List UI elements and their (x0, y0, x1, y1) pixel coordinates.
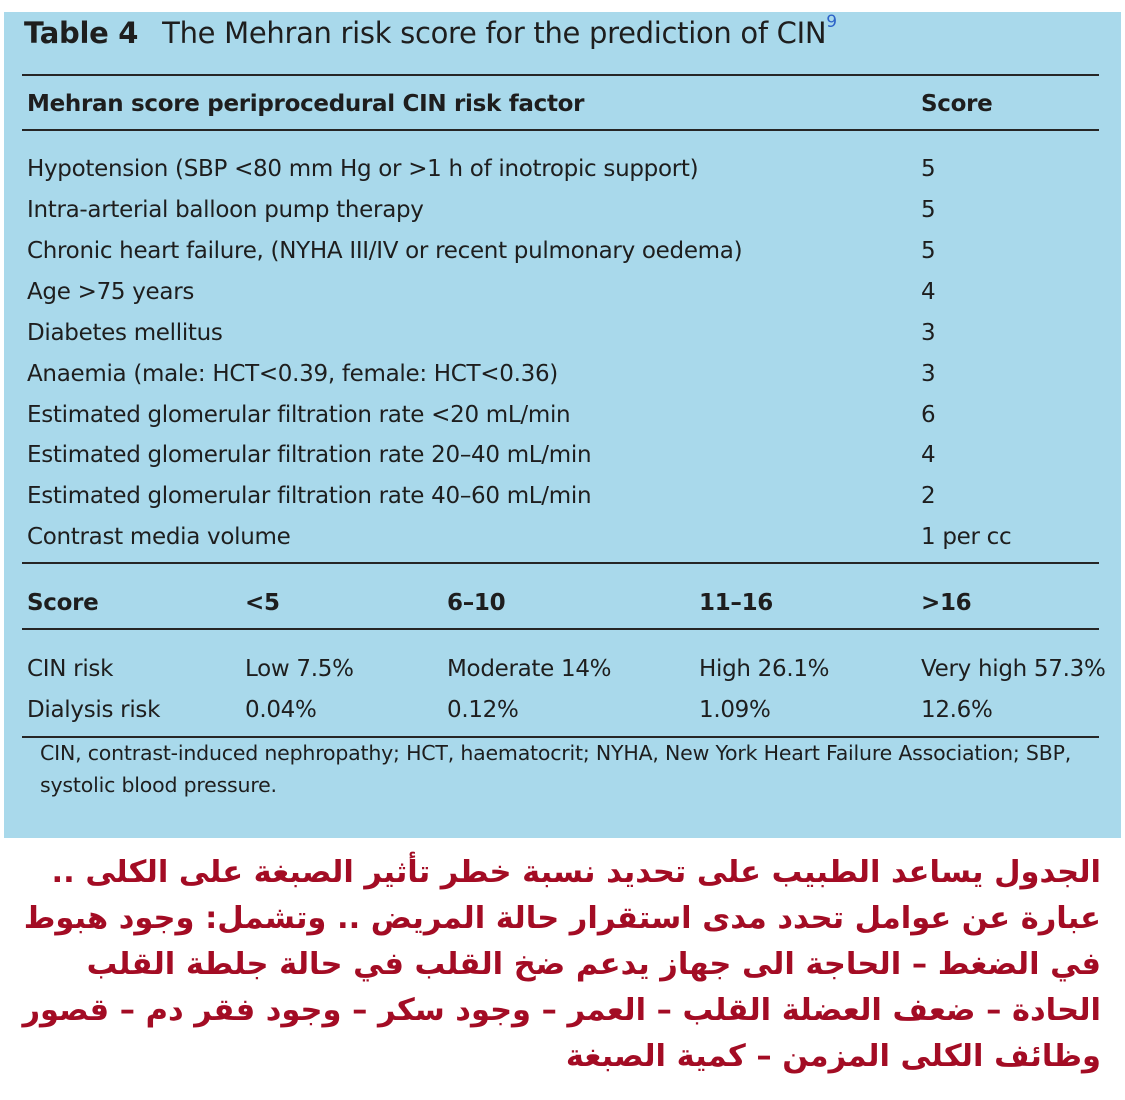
risk-label-cell: Dialysis risk (27, 697, 161, 723)
section-rule (22, 562, 1099, 564)
table-title-text: The Mehran risk score for the prediction of CIN (162, 16, 827, 50)
risk-value-cell: 12.6% (921, 697, 993, 723)
score-cell: 1 per cc (921, 524, 1012, 550)
factor-cell: Estimated glomerular filtration rate 40–60 mL/min (27, 483, 592, 509)
risk-value-cell: High 26.1% (699, 656, 830, 682)
factor-cell: Anaemia (male: HCT<0.39, female: HCT<0.36) (27, 361, 558, 387)
factor-cell: Chronic heart failure, (NYHA III/IV or recent pulmonary oedema) (27, 238, 743, 264)
score-cell: 5 (921, 197, 936, 223)
risk-header-rule (22, 628, 1099, 630)
score-cell: 3 (921, 361, 936, 387)
score-column-header: Score (921, 91, 993, 117)
factor-column-header: Mehran score periprocedural CIN risk factor (27, 91, 585, 117)
factor-cell: Age >75 years (27, 279, 195, 305)
table-title (24, 12, 837, 50)
factor-cell: Estimated glomerular filtration rate 20–40 mL/min (27, 442, 592, 468)
risk-value-cell: 0.12% (447, 697, 519, 723)
risk-value-cell: Very high 57.3% (921, 656, 1106, 682)
top-rule (22, 74, 1099, 76)
risk-header-cell: 11–16 (699, 590, 774, 616)
factor-cell: Hypotension (SBP <80 mm Hg or >1 h of inotropic support) (27, 156, 699, 182)
score-cell: 4 (921, 442, 936, 468)
risk-header-cell: 6–10 (447, 590, 506, 616)
score-cell: 5 (921, 238, 936, 264)
risk-value-cell: Moderate 14% (447, 656, 612, 682)
score-cell: 2 (921, 483, 936, 509)
arabic-caption: الجدول يساعد الطبيب على تحديد نسبة خطر تأثير الصبغة على الكلى .. عبارة عن عوامل تحدد مدى استقرار حالة المريض .. وتشمل: وجود هبوط في الضغط – الحاجة الى جهاز يدعم ضخ القلب في حالة جلطة القلب الحادة – ضعف العضلة القلب – العمر – وجود سكر – وجود فقر دم – قصور وظائف الكلى المزمن – كمية الصبغة (22, 855, 1101, 1074)
reference-link[interactable]: 9 (826, 12, 837, 32)
table-label: Table 4 (24, 16, 139, 50)
risk-label-cell: CIN risk (27, 656, 114, 682)
table-footnote: CIN, contrast-induced nephropathy; HCT, haematocrit; NYHA, New York Heart Failure Association; SBP, systolic blood pressure. (40, 741, 1072, 797)
risk-header-cell: Score (27, 590, 99, 616)
risk-header-cell: <5 (245, 590, 280, 616)
risk-value-cell: 1.09% (699, 697, 771, 723)
risk-value-cell: Low 7.5% (245, 656, 354, 682)
factor-cell: Intra-arterial balloon pump therapy (27, 197, 424, 223)
factor-cell: Estimated glomerular filtration rate <20 mL/min (27, 402, 571, 428)
score-cell: 6 (921, 402, 936, 428)
score-cell: 5 (921, 156, 936, 182)
score-cell: 3 (921, 320, 936, 346)
risk-value-cell: 0.04% (245, 697, 317, 723)
factor-cell: Contrast media volume (27, 524, 291, 550)
factor-cell: Diabetes mellitus (27, 320, 223, 346)
header-rule (22, 129, 1099, 131)
score-cell: 4 (921, 279, 936, 305)
risk-header-cell: >16 (921, 590, 972, 616)
